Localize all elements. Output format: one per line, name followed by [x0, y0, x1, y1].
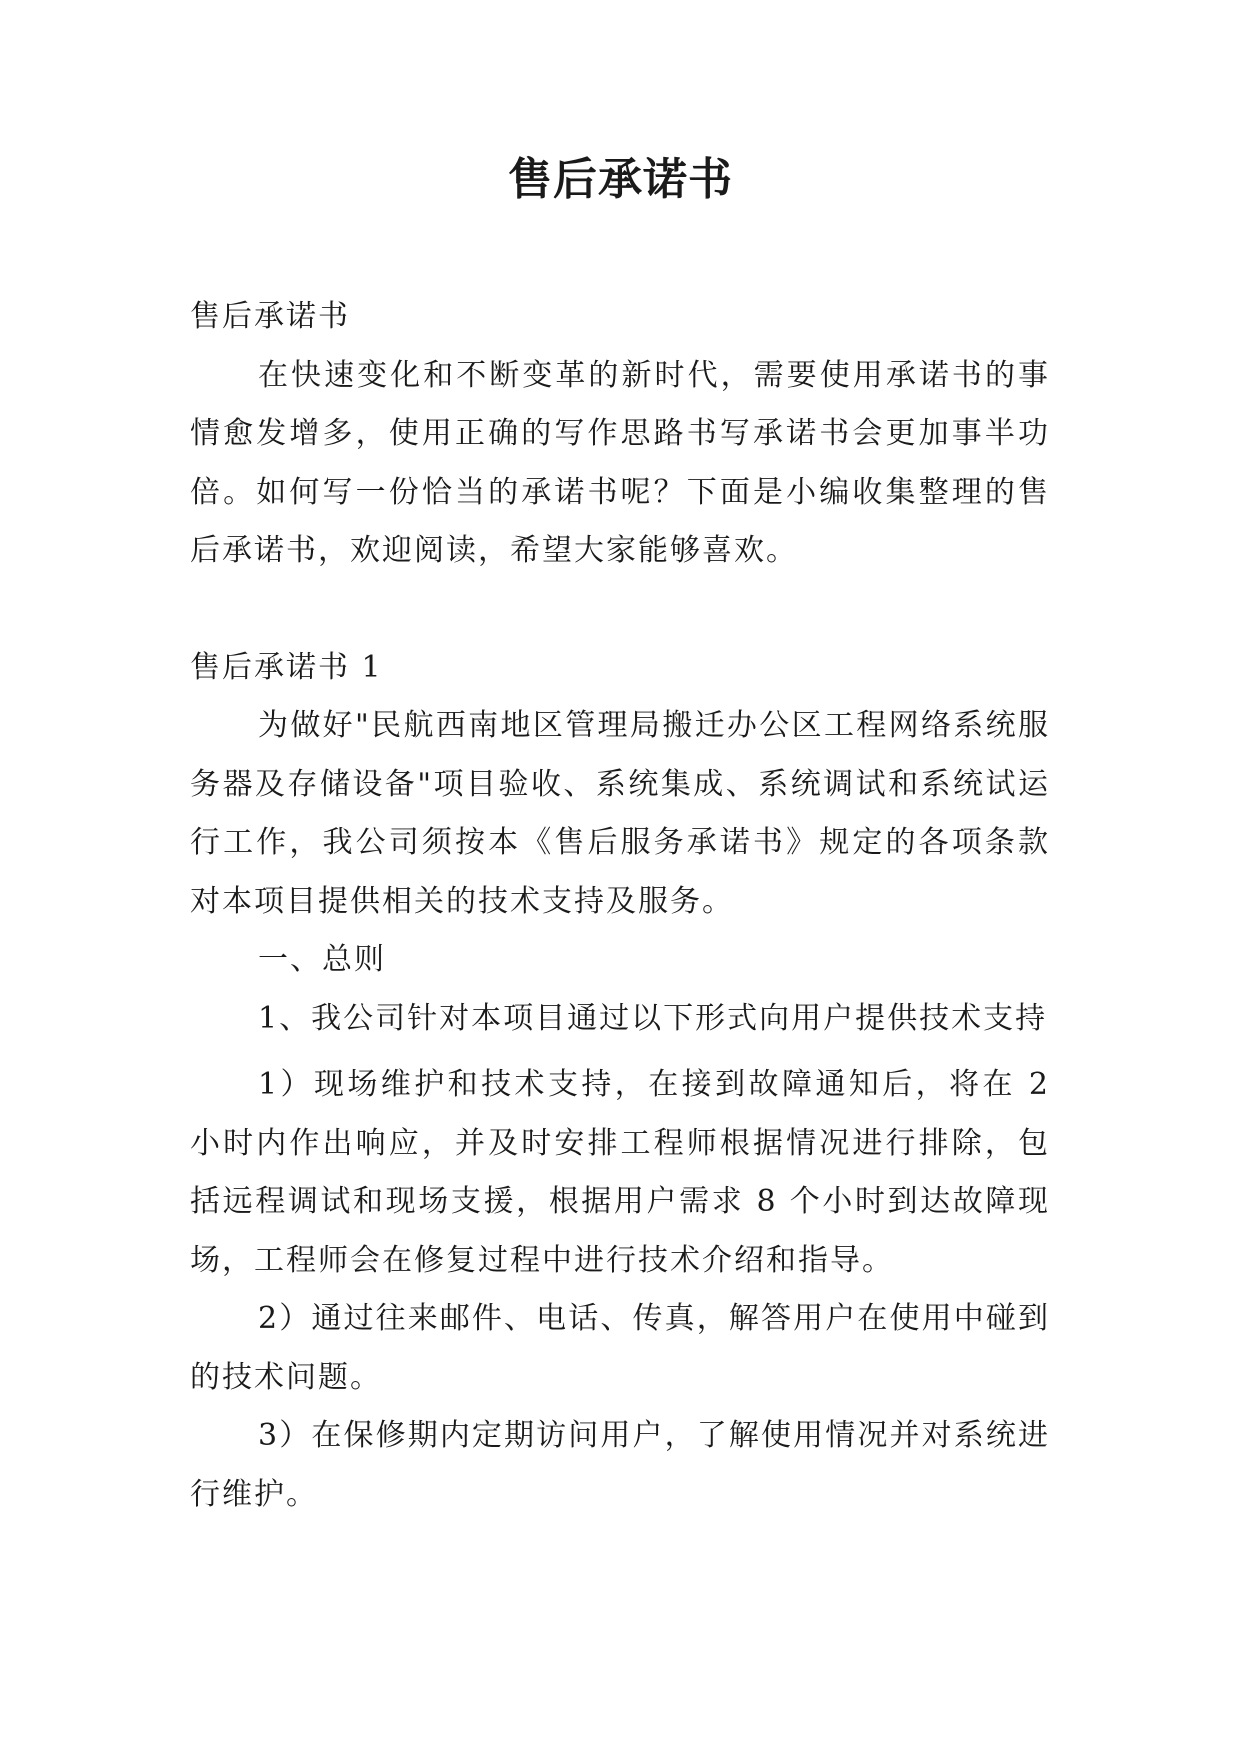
document-body — [190, 288, 1050, 1524]
clause-1: 1、我公司针对本项目通过以下形式向用户提供技术支持 — [258, 1000, 1048, 1036]
section-1-paragraph: 为做好"民航西南地区管理局搬迁办公区工程网络系统服务器及存储设备"项目验收、系统集成、系统调试和系统试运行工作，我公司须按本《售后服务承诺书》规定的各项条款对本项目提供相关的技术支持及服务。 — [190, 708, 1050, 919]
clause-1-item-1: 1）现场维护和技术支持，在接到故障通知后，将在 2 小时内作出响应，并及时安排工程师根据情况进行排除，包括远程调试和现场支援，根据用户需求 8 个小时到达故障现场，工程师会在修复过程中进行技术介绍和指导。 — [190, 1067, 1050, 1278]
document-title: 售后承诺书 — [508, 154, 733, 205]
intro-paragraph: 在快速变化和不断变革的新时代，需要使用承诺书的事情愈发增多，使用正确的写作思路书写承诺书会更加事半功倍。如何写一份恰当的承诺书呢？下面是小编收集整理的售后承诺书，欢迎阅读，希望大家能够喜欢。 — [190, 357, 1050, 568]
clause-1-item-3: 3）在保修期内定期访问用户，了解使用情况并对系统进行维护。 — [190, 1418, 1050, 1512]
clause-1-item-2: 2）通过往来邮件、电话、传真，解答用户在使用中碰到的技术问题。 — [190, 1301, 1050, 1395]
section-heading-intro: 售后承诺书 — [190, 299, 350, 334]
general-principles-heading: 一、总则 — [258, 942, 386, 977]
section-heading-1: 售后承诺书 1 — [190, 649, 383, 685]
